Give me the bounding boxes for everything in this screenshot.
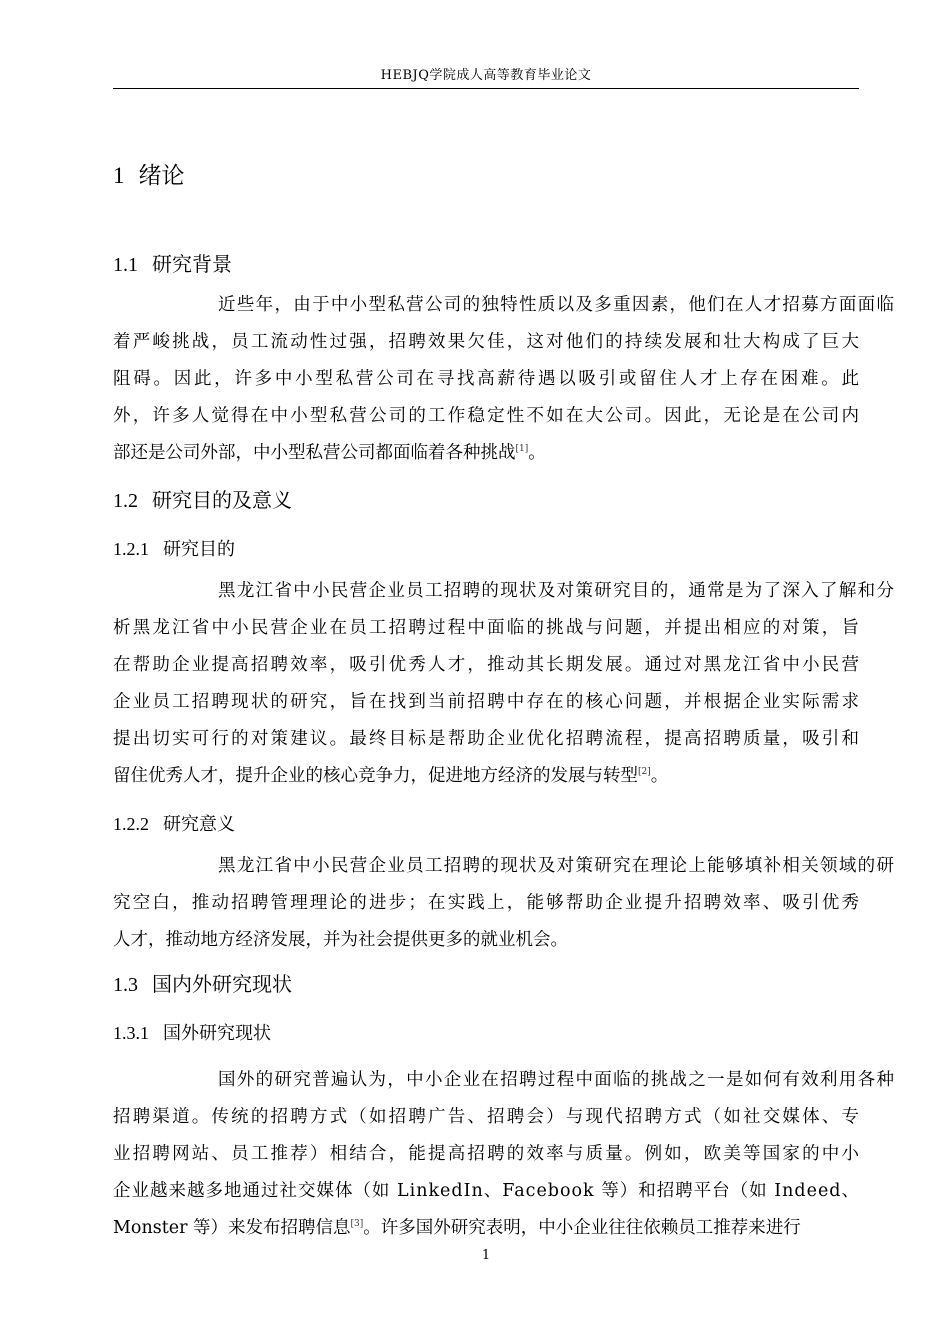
text-fragment: 。 — [528, 443, 546, 463]
citation-ref: [3] — [350, 1219, 364, 1230]
paragraph-foreign-research — [113, 1062, 896, 1247]
text-line — [113, 1210, 859, 1247]
text-fragment: 部还是公司外部，中小型私营公司都面临着各种挑战 — [113, 443, 516, 463]
subsection-heading-1-2-2 — [113, 811, 235, 838]
section-title: 国外研究现状 — [163, 1023, 271, 1044]
text-line — [113, 758, 859, 795]
text-fragment: 。 — [650, 766, 669, 786]
citation-ref: [1] — [515, 444, 529, 455]
section-title: 研究目的 — [163, 539, 235, 560]
running-header: HEBJQ学院成人高等教育毕业论文 — [380, 68, 592, 83]
text-fragment: Monster 等）来发布招聘信息 — [113, 1218, 351, 1238]
subsection-heading-1-3-1 — [113, 1020, 271, 1047]
text-line: 黑龙江省中小民营企业员工招聘的现状及对策研究目的，通常是为了深入了解和分 — [218, 581, 896, 601]
section-heading-1-1 — [113, 250, 232, 279]
text-line: 外，许多人觉得在中小型私营公司的工作稳定性不如在大公司。因此，无论是在公司内 — [113, 406, 862, 426]
text-line: 究空白，推动招聘管理理论的进步；在实践上，能够帮助企业提升招聘效率、吸引优秀 — [113, 893, 862, 913]
section-heading-1-3 — [113, 970, 292, 999]
text-line: 企业越来越多地通过社交媒体（如 LinkedIn、Facebook 等）和招聘平台（如 Indeed、 — [113, 1181, 860, 1201]
text-line: 提出切实可行的对策建议。最终目标是帮助企业优化招聘流程，提高招聘质量，吸引和 — [113, 729, 862, 749]
text-line — [113, 435, 859, 472]
section-number: 1.1 — [113, 254, 138, 276]
section-title: 研究意义 — [163, 814, 235, 835]
chapter-heading — [113, 160, 185, 192]
section-number: 1.3 — [113, 974, 138, 996]
section-number: 1.2.1 — [113, 539, 149, 559]
section-number: 1.2 — [113, 490, 138, 512]
text-line: 人才，推动地方经济发展，并为社会提供更多的就业机会。 — [113, 930, 568, 950]
citation-ref: [2] — [638, 767, 651, 778]
section-title: 研究目的及意义 — [152, 488, 292, 512]
text-fragment: 留住优秀人才，提升企业的核心竞争力，促进地方经济的发展与转型 — [113, 766, 638, 786]
text-line: 国外的研究普遍认为，中小企业在招聘过程中面临的挑战之一是如何有效利用各种 — [218, 1070, 896, 1090]
page-number: 1 — [481, 1248, 491, 1263]
text-line: 着严峻挑战，员工流动性过强，招聘效果欠佳，这对他们的持续发展和壮大构成了巨大 — [113, 332, 862, 352]
text-line: 在帮助企业提高招聘效率，吸引优秀人才，推动其长期发展。通过对黑龙江省中小民营 — [113, 655, 862, 675]
text-line: 析黑龙江省中小民营企业在员工招聘过程中面临的挑战与问题，并提出相应的对策，旨 — [113, 618, 862, 638]
text-line: 业招聘网站、员工推荐）相结合，能提高招聘的效率与质量。例如，欧美等国家的中小 — [113, 1144, 862, 1164]
section-number: 1.2.2 — [113, 814, 149, 834]
section-number: 1.3.1 — [113, 1023, 149, 1043]
subsection-heading-1-2-1 — [113, 536, 235, 563]
chapter-title: 绪论 — [138, 163, 185, 189]
chapter-number: 1 — [113, 163, 125, 188]
section-title: 研究背景 — [152, 252, 232, 276]
text-line: 黑龙江省中小民营企业员工招聘的现状及对策研究在理论上能够填补相关领域的研 — [218, 856, 896, 876]
text-line: 企业员工招聘现状的研究，旨在找到当前招聘中存在的核心问题，并根据企业实际需求 — [113, 692, 862, 712]
text-line: 阻碍。因此，许多中小型私营公司在寻找高薪待遇以吸引或留住人才上存在困难。此 — [113, 369, 862, 389]
text-line: 近些年，由于中小型私营公司的独特性质以及多重因素，他们在人才招募方面面临 — [218, 295, 896, 315]
header-divider — [113, 88, 859, 89]
text-line: 招聘渠道。传统的招聘方式（如招聘广告、招聘会）与现代招聘方式（如社交媒体、专 — [113, 1107, 862, 1127]
paragraph-research-purpose — [113, 573, 896, 795]
paragraph-research-background — [113, 287, 896, 472]
section-title: 国内外研究现状 — [152, 972, 292, 996]
paragraph-research-significance — [113, 848, 896, 959]
text-fragment: 。许多国外研究表明，中小企业往往依赖员工推荐来进行 — [363, 1218, 801, 1238]
section-heading-1-2 — [113, 486, 292, 515]
